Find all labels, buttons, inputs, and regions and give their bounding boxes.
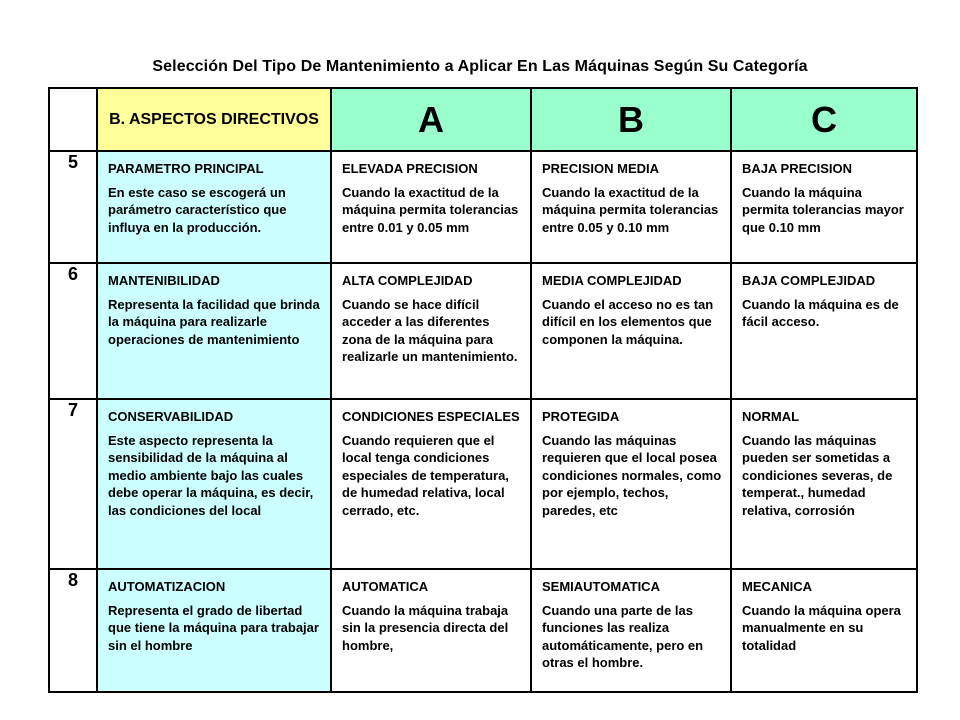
- aspect-cell: [97, 399, 331, 569]
- category-b-cell: [531, 263, 731, 399]
- category-c-cell: [731, 569, 917, 692]
- category-b-title: SEMIAUTOMATICA: [542, 579, 660, 594]
- category-b-description: Cuando una parte de las funciones las realiza automáticamente, pero en otras el hombre.: [542, 602, 704, 670]
- category-c-description: Cuando las máquinas pueden ser sometidas a condiciones severas, de temperat., humedad relativa, corrosión: [742, 432, 893, 518]
- category-c-cell: [731, 151, 917, 263]
- category-b-description: Cuando la exactitud de la máquina permita tolerancias entre 0.05 y 0.10 mm: [542, 184, 719, 235]
- category-c-cell: [731, 263, 917, 399]
- category-b-title: PROTEGIDA: [542, 409, 620, 424]
- aspect-title: AUTOMATIZACION: [108, 579, 226, 594]
- row-number: 7: [49, 399, 97, 569]
- category-c-title: BAJA PRECISION: [742, 161, 853, 176]
- row-number: 8: [49, 569, 97, 692]
- category-b-title: MEDIA COMPLEJIDAD: [542, 273, 682, 288]
- aspect-description: En este caso se escogerá un parámetro característico que influya en la producción.: [108, 184, 287, 235]
- category-a-cell: [331, 399, 531, 569]
- category-a-cell: [331, 151, 531, 263]
- row-number: 6: [49, 263, 97, 399]
- category-a-description: Cuando requieren que el local tenga condiciones especiales de temperatura, de humedad relativa, local cerrado, etc.: [342, 432, 509, 518]
- aspect-title: MANTENIBILIDAD: [108, 273, 220, 288]
- aspect-description: Representa la facilidad que brinda la máquina para realizarle operaciones de mantenimiento: [108, 296, 320, 347]
- category-b-title: PRECISION MEDIA: [542, 161, 660, 176]
- aspect-title: CONSERVABILIDAD: [108, 409, 234, 424]
- category-a-description: Cuando la exactitud de la máquina permita tolerancias entre 0.01 y 0.05 mm: [342, 184, 519, 235]
- aspect-description: Representa el grado de libertad que tiene la máquina para trabajar sin el hombre: [108, 602, 319, 653]
- category-b-cell: [531, 151, 731, 263]
- aspect-title: PARAMETRO PRINCIPAL: [108, 161, 264, 176]
- category-a-title: ALTA COMPLEJIDAD: [342, 273, 473, 288]
- category-b-cell: [531, 399, 731, 569]
- category-c-header: C: [731, 88, 917, 151]
- category-c-cell: [731, 399, 917, 569]
- table-row: [49, 263, 917, 399]
- category-c-description: Cuando la máquina es de fácil acceso.: [742, 296, 899, 329]
- category-c-title: NORMAL: [742, 409, 800, 424]
- category-c-description: Cuando la máquina permita tolerancias mayor que 0.10 mm: [742, 184, 904, 235]
- aspect-description: Este aspecto representa la sensibilidad de la máquina al medio ambiente bajo las cuales debe operar la máquina, es decir, las condiciones del local: [108, 432, 314, 518]
- corner-cell: [49, 88, 97, 151]
- category-b-cell: [531, 569, 731, 692]
- category-a-title: AUTOMATICA: [342, 579, 429, 594]
- category-a-title: CONDICIONES ESPECIALES: [342, 409, 520, 424]
- aspect-cell: [97, 569, 331, 692]
- table-row: [49, 151, 917, 263]
- category-c-title: BAJA COMPLEJIDAD: [742, 273, 876, 288]
- category-b-description: Cuando el acceso no es tan difícil en los elementos que componen la máquina.: [542, 296, 714, 347]
- table-row: [49, 569, 917, 692]
- category-c-description: Cuando la máquina opera manualmente en su totalidad: [742, 602, 901, 653]
- aspect-cell: [97, 263, 331, 399]
- row-number: 5: [49, 151, 97, 263]
- aspects-header: B. ASPECTOS DIRECTIVOS: [97, 88, 331, 151]
- category-c-title: MECANICA: [742, 579, 813, 594]
- category-a-description: Cuando la máquina trabaja sin la presencia directa del hombre,: [342, 602, 509, 653]
- category-a-cell: [331, 263, 531, 399]
- category-b-description: Cuando las máquinas requieren que el local posea condiciones normales, como por ejemplo, techos, paredes, etc: [542, 432, 722, 518]
- page-title: Selección Del Tipo De Mantenimiento a Aplicar En Las Máquinas Según Su Categoría: [152, 58, 808, 75]
- table-row: [49, 399, 917, 569]
- category-b-header: B: [531, 88, 731, 151]
- category-a-header: A: [331, 88, 531, 151]
- maintenance-selection-table: [48, 87, 918, 693]
- category-a-cell: [331, 569, 531, 692]
- category-a-title: ELEVADA PRECISION: [342, 161, 478, 176]
- category-a-description: Cuando se hace difícil acceder a las diferentes zona de la máquina para realizarle un mantenimiento.: [342, 296, 518, 364]
- table-header-row: [49, 88, 917, 151]
- aspect-cell: [97, 151, 331, 263]
